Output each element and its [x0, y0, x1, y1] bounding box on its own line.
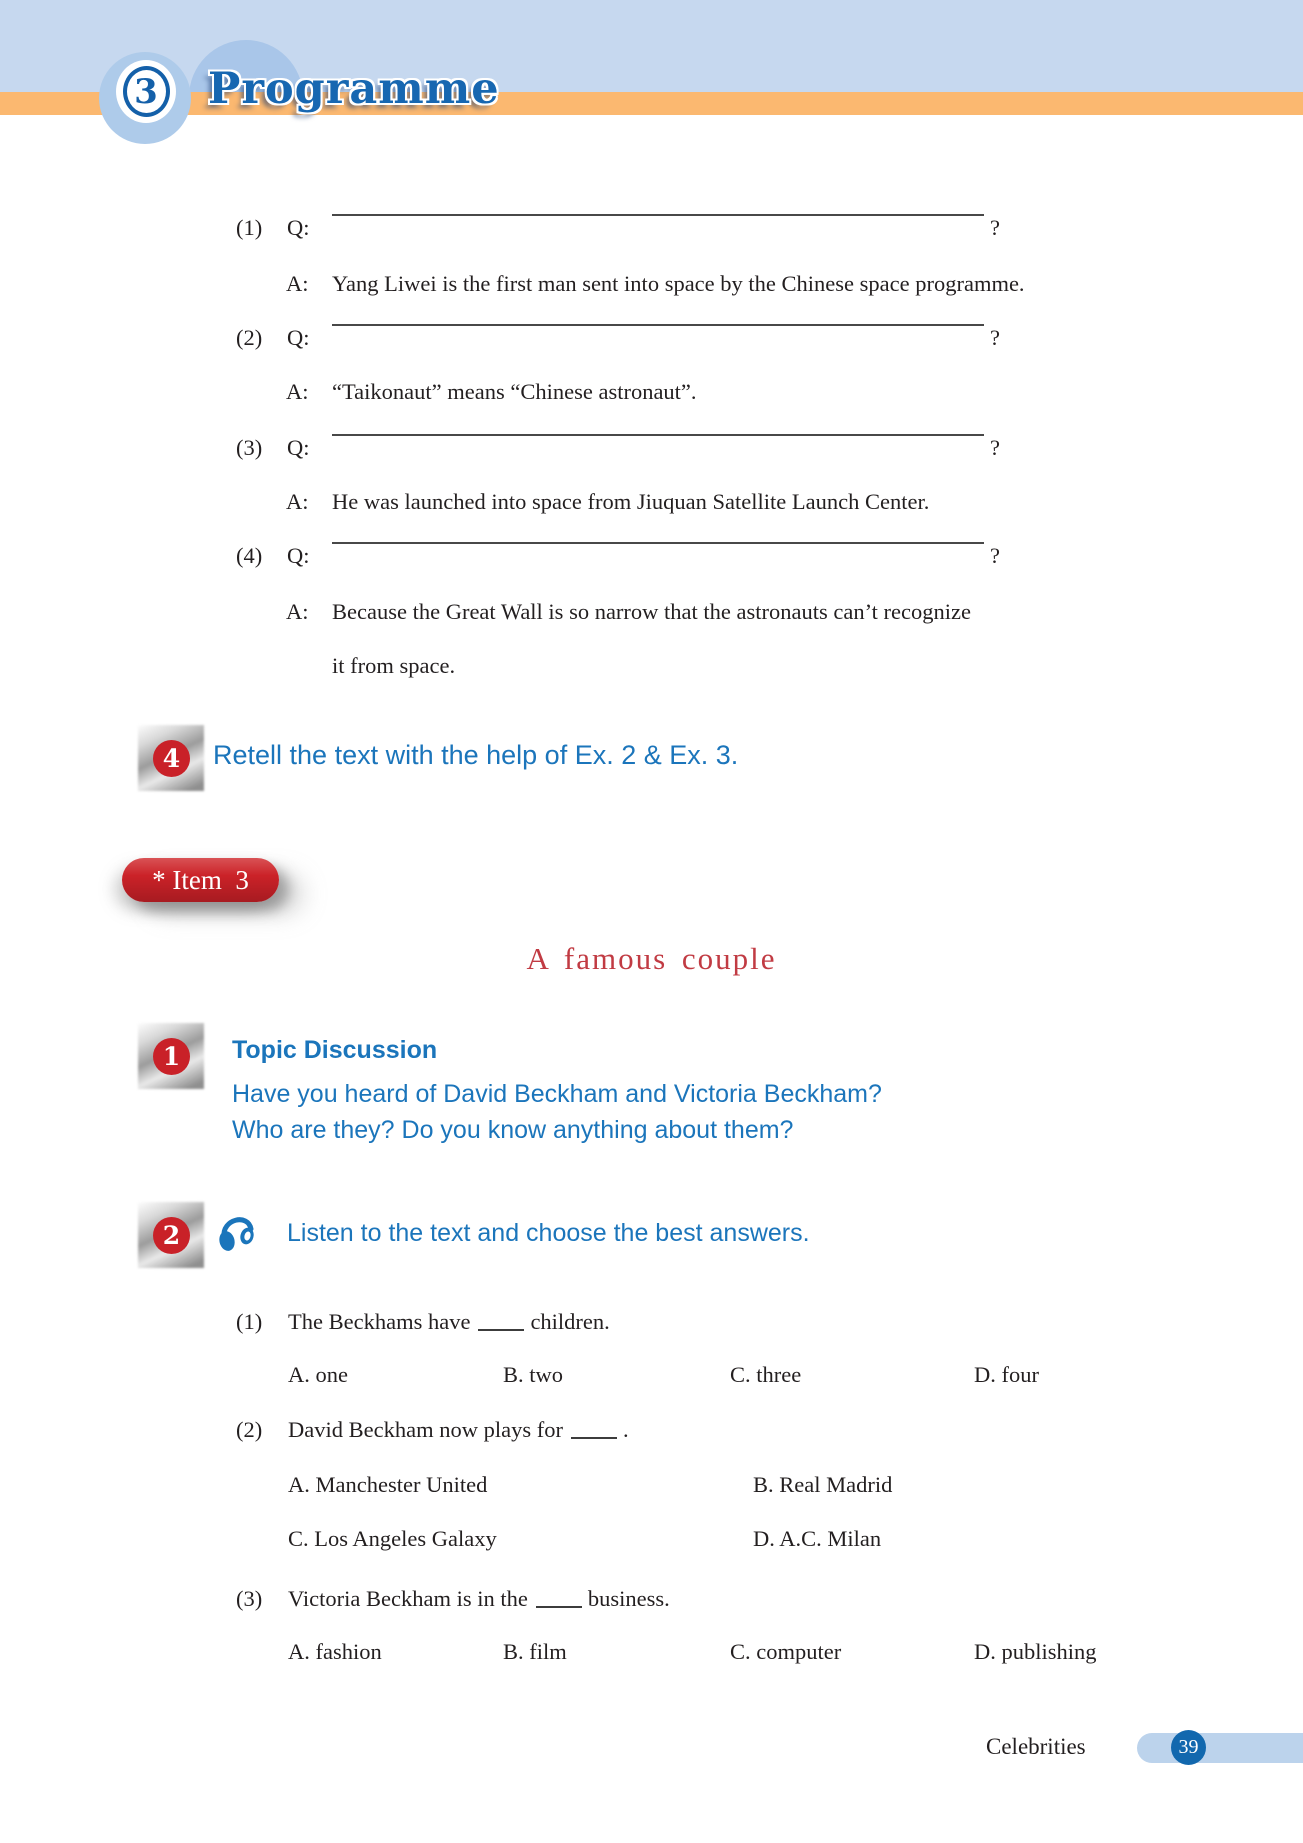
qa-answer-line-3 — [0, 488, 1303, 516]
item-number: (4) — [236, 543, 263, 568]
answer-blank — [478, 1311, 524, 1331]
qa-answer-line-2 — [0, 378, 1303, 406]
answer-label: A: — [286, 599, 309, 624]
qa-question-line-4 — [0, 542, 1303, 570]
page-title: Programme — [208, 64, 500, 114]
answer-blank — [571, 1419, 617, 1439]
topic-discussion-heading: Topic Discussion — [232, 1036, 438, 1064]
option-b: B. Real Madrid — [753, 1472, 893, 1497]
item-3-ribbon — [122, 858, 279, 902]
option-d: D. four — [974, 1362, 1039, 1387]
mc-question-3 — [0, 1585, 1303, 1613]
option-c: C. three — [730, 1362, 802, 1387]
header-orange-stripe — [0, 92, 1303, 115]
mc-options-2-row-2 — [0, 1525, 1303, 1553]
answer-text: Because the Great Wall is so narrow that the astronauts can’t recognize — [332, 599, 971, 624]
answer-blank-line — [332, 214, 984, 216]
answer-label: A: — [286, 379, 309, 404]
item-3-label: * Item 3 — [152, 864, 249, 895]
qa-question-line-2 — [0, 324, 1303, 352]
item-number: (1) — [236, 1309, 263, 1334]
mc-options-3 — [0, 1638, 1303, 1666]
topic-discussion-line-1: Have you heard of David Beckham and Victoria Beckham? — [232, 1080, 882, 1108]
mc-options-1 — [0, 1361, 1303, 1389]
question-mark: ? — [990, 215, 1000, 240]
question-text: The Beckhams have children. — [288, 1309, 610, 1334]
page-number-badge: 39 — [1171, 1730, 1206, 1765]
option-a: A. Manchester United — [288, 1472, 488, 1497]
item-number: (3) — [236, 1586, 263, 1611]
topic-discussion-line-2: Who are they? Do you know anything about them? — [232, 1116, 794, 1144]
qa-question-line-3 — [0, 434, 1303, 462]
option-c: C. Los Angeles Galaxy — [288, 1526, 497, 1551]
item-number: (2) — [236, 325, 263, 350]
option-d: D. publishing — [974, 1639, 1097, 1664]
question-label: Q: — [287, 325, 310, 350]
answer-text: He was launched into space from Jiuquan Satellite Launch Center. — [332, 489, 930, 514]
option-a: A. one — [288, 1362, 348, 1387]
answer-blank-line — [332, 434, 984, 436]
qa-question-line-1 — [0, 214, 1303, 242]
answer-text: Yang Liwei is the first man sent into space by the Chinese space programme. — [332, 271, 1025, 296]
qa-answer-line-4a — [0, 598, 1303, 626]
qa-answer-line-4b — [0, 652, 1303, 680]
answer-blank-line — [332, 542, 984, 544]
mc-options-2-row-1 — [0, 1471, 1303, 1499]
question-mark: ? — [990, 543, 1000, 568]
passage-title: A famous couple — [526, 941, 777, 976]
answer-text: it from space. — [332, 653, 456, 678]
question-mark: ? — [990, 435, 1000, 460]
exercise-2-badge: 2 — [153, 1217, 190, 1254]
question-text: Victoria Beckham is in the business. — [288, 1586, 670, 1611]
mc-question-2 — [0, 1416, 1303, 1444]
question-label: Q: — [287, 435, 310, 460]
exercise-1-badge: 1 — [153, 1038, 190, 1075]
item-number: (1) — [236, 215, 263, 240]
listening-instruction: Listen to the text and choose the best answers. — [287, 1219, 810, 1247]
mc-question-1 — [0, 1308, 1303, 1336]
item-number: (2) — [236, 1417, 263, 1442]
answer-label: A: — [286, 489, 309, 514]
question-mark: ? — [990, 325, 1000, 350]
option-a: A. fashion — [288, 1639, 382, 1664]
answer-label: A: — [286, 271, 309, 296]
footer-section-title: Celebrities — [986, 1734, 1086, 1759]
unit-number-badge — [116, 60, 176, 123]
unit-number: 3 — [123, 66, 170, 117]
answer-blank — [536, 1588, 582, 1608]
question-text: David Beckham now plays for . — [288, 1417, 629, 1442]
option-c: C. computer — [730, 1639, 842, 1664]
question-label: Q: — [287, 543, 310, 568]
page-header — [0, 0, 1303, 115]
option-b: B. two — [503, 1362, 564, 1387]
retell-instruction: Retell the text with the help of Ex. 2 & Ex. 3. — [213, 740, 739, 770]
answer-blank-line — [332, 324, 984, 326]
option-b: B. film — [503, 1639, 567, 1664]
option-d: D. A.C. Milan — [753, 1526, 882, 1551]
answer-text: “Taikonaut” means “Chinese astronaut”. — [332, 379, 697, 404]
question-label: Q: — [287, 215, 310, 240]
qa-answer-line-1 — [0, 270, 1303, 298]
headphones-icon — [218, 1211, 256, 1253]
exercise-4-badge: 4 — [153, 740, 190, 777]
item-number: (3) — [236, 435, 263, 460]
page-number-pill — [1137, 1733, 1303, 1763]
